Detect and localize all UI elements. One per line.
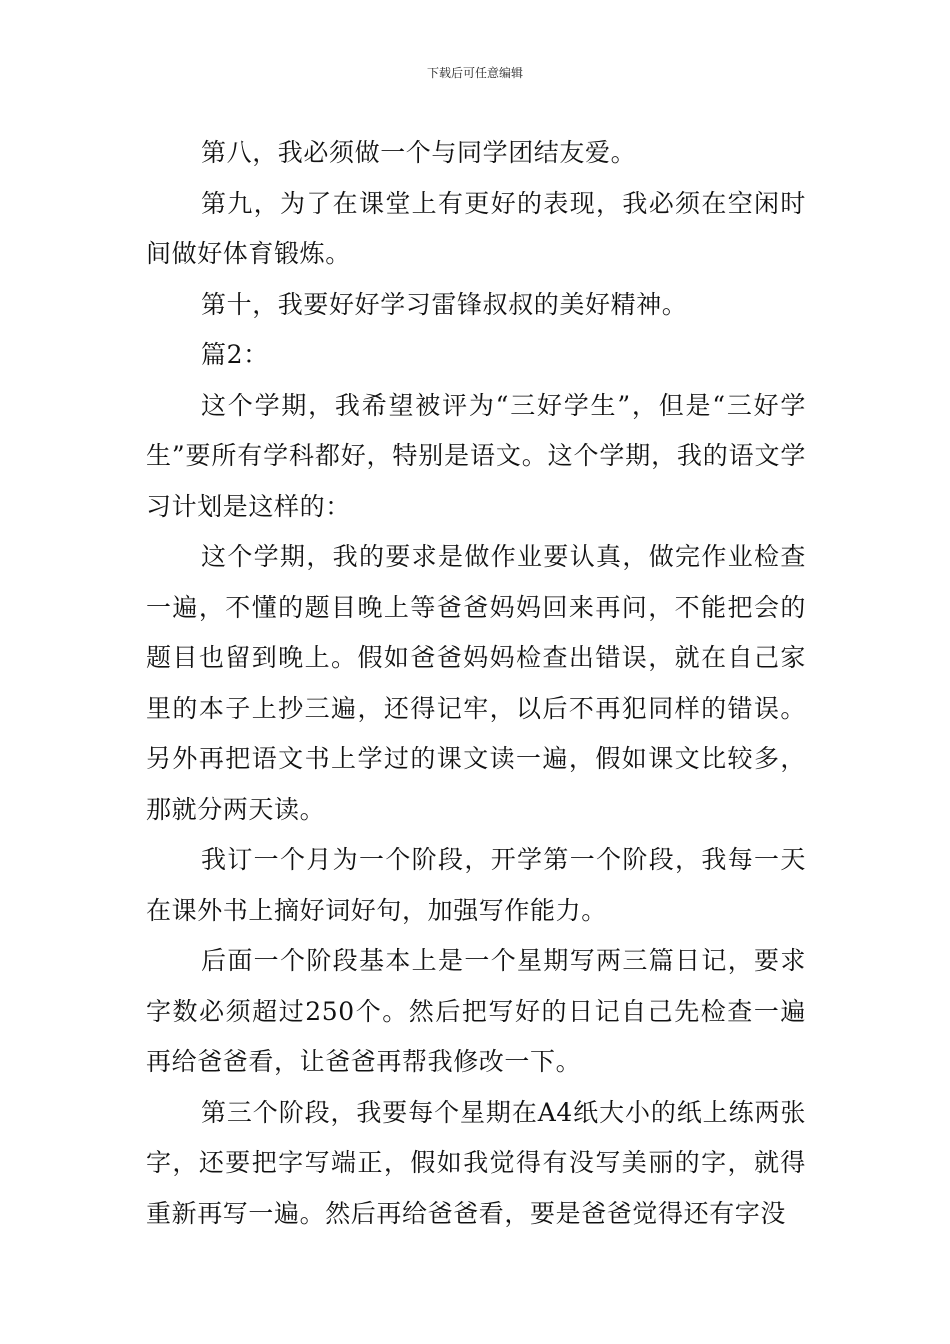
paragraph: 篇2：: [201, 340, 269, 369]
paragraph: 第三个阶段，我要每个星期在A4纸大小的纸上练两张字，还要把字写端正，假如我觉得有没写美丽的字，就得重新再写一遍。然后再给爸爸看，要是爸爸觉得还有字没: [146, 1097, 806, 1228]
paragraph: 第九，为了在课堂上有更好的表现，我必须在空闲时间做好体育锻炼。: [146, 188, 806, 268]
paragraph: 第十，我要好好学习雷锋叔叔的美好精神。: [201, 289, 688, 319]
paragraph: 后面一个阶段基本上是一个星期写两三篇日记，要求字数必须超过250个。然后把写好的日记自己先检查一遍再给爸爸看，让爸爸再帮我修改一下。: [146, 946, 806, 1076]
paragraph: 这个学期，我的要求是做作业要认真，做完作业检查一遍，不懂的题目晚上等爸爸妈妈回来再问，不能把会的题目也留到晚上。假如爸爸妈妈检查出错误，就在自己家里的本子上抄三遍，还得记牢，以后不再犯同样的错误。另外再把语文书上学过的课文读一遍，假如课文比较多，那就分两天读。: [146, 542, 806, 824]
paragraph: 这个学期，我希望被评为“三好学生”，但是“三好学生”要所有学科都好，特别是语文。这个学期，我的语文学习计划是这样的：: [146, 390, 806, 521]
page-header-note: 下载后可任意编辑: [426, 66, 523, 80]
paragraph: 我订一个月为一个阶段，开学第一个阶段，我每一天在课外书上摘好词好句，加强写作能力。: [146, 845, 806, 925]
paragraph: 第八，我必须做一个与同学团结友爱。: [201, 138, 637, 167]
document-body: [146, 128, 806, 1239]
